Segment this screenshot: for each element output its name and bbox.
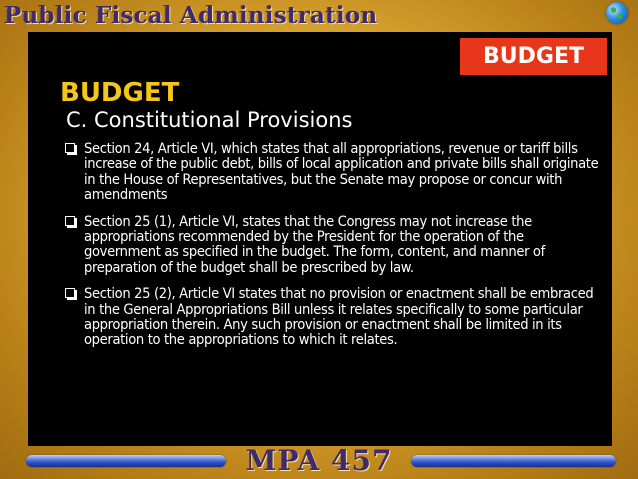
checkbox-bullet-icon xyxy=(65,143,75,153)
course-code: MPA 457 xyxy=(245,444,393,477)
bullet-item xyxy=(64,214,604,276)
bullet-text: Section 25 (2), Article VI states that no provision or enactment shall be embraced in the General Appropriations Bill unless it relates specifically to some particular appropriation therein. Any such provision or enactment shall be limited in its operation to the appropriations to which it relates. xyxy=(84,285,594,349)
slide-heading: BUDGET xyxy=(60,78,180,108)
bullet-text: Section 24, Article VI, which states that all appropriations, revenue or tariff bills increase of the public debt, bills of local application and private bills shall originate in the House of Representatives, but the Senate may propose or concur with amendments xyxy=(84,140,599,204)
checkbox-bullet-icon xyxy=(65,288,75,298)
bullet-item xyxy=(64,286,604,348)
bullet-list xyxy=(64,141,604,359)
bullet-item xyxy=(64,141,604,203)
slide-subheading: C. Constitutional Provisions xyxy=(66,108,353,132)
section-badge: BUDGET xyxy=(460,38,607,75)
presentation-title: Public Fiscal Administration xyxy=(4,2,378,29)
bullet-text: Section 25 (1), Article VI, states that the Congress may not increase the appropriations recommended by the President for the operation of the government as specified in the budget. The form, content, and manner of preparation of the budget shall be prescribed by law. xyxy=(84,212,545,276)
checkbox-bullet-icon xyxy=(65,216,75,226)
globe-icon xyxy=(606,2,628,24)
